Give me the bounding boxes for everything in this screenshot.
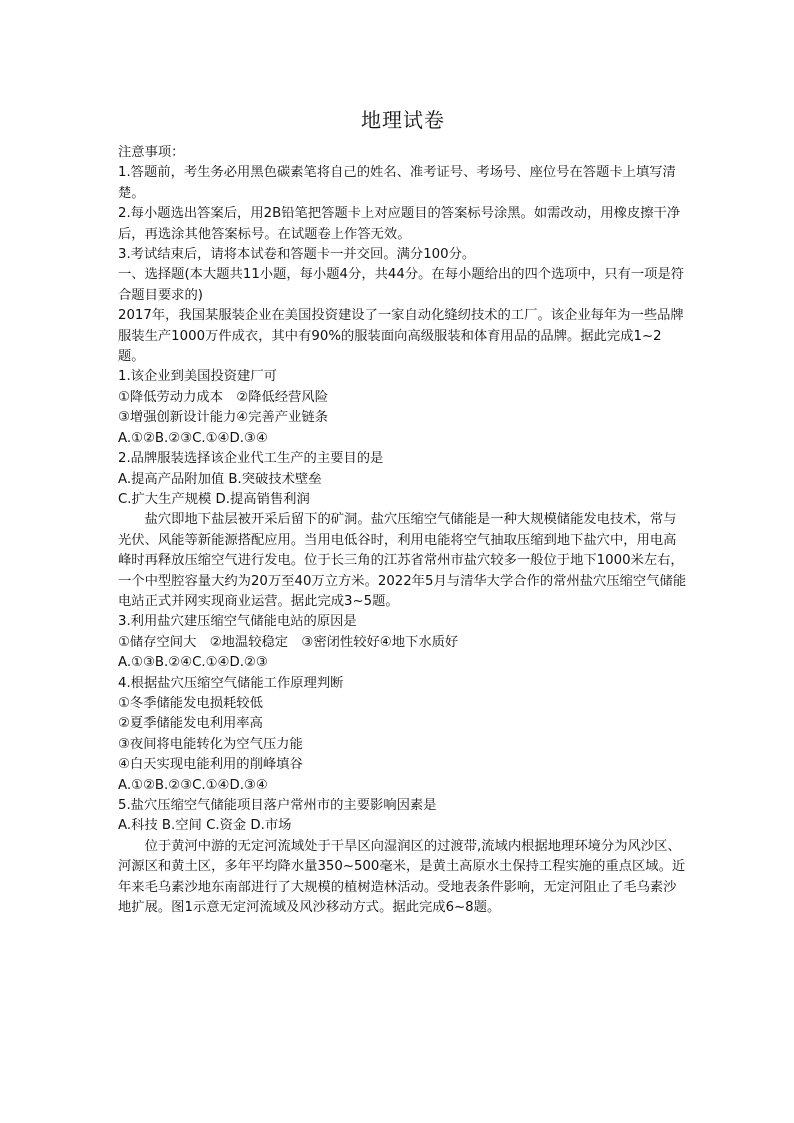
- question-3-choices: A.①③B.②④C.①④D.②③: [118, 655, 268, 671]
- question-2-stem: 2.品牌服装选择该企业代工生产的主要目的是: [118, 451, 384, 467]
- question-3-options: ①储存空间大 ②地温较稳定 ③密闭性较好④地下水质好: [118, 634, 459, 650]
- question-4-choices: A.①②B.②③C.①④D.③④: [118, 777, 268, 793]
- notice-item-2: 2.每小题选出答案后，用2B铅笔把答题卡上对应题目的答案标号涂黑。如需改动，用橡皮擦干净后，再选涂其他答案标号。在试题卷上作答无效。: [118, 206, 681, 242]
- page-title: 地理试卷: [361, 108, 445, 132]
- question-4-option-4: ④白天实现电能利用的削峰填谷: [118, 757, 303, 773]
- question-1-choices: A.①②B.②③C.①④D.③④: [118, 430, 268, 446]
- passage-2: 盐穴即地下盐层被开采后留下的矿洞。盐穴压缩空气储能是一种大规模储能发电技术，常与光伏、风能等新能源搭配应用。当用电低谷时，利用电能将空气抽取压缩到地下盐穴中，用电高峰时再释放压缩空气进行发电。位于长三角的江苏省常州市盐穴较多一般位于地下1000米左右，一个中型腔容量大约为20万至40万立方米。2022年5月与清华大学合作的常州盐穴压缩空气储能电站正式并网实现商业运营。据此完成3~5题。: [118, 512, 687, 609]
- question-2-choices-b: C.扩大生产规模 D.提高销售利润: [118, 491, 310, 507]
- question-2-choices-a: A.提高产品附加值 B.突破技术壁垒: [118, 471, 322, 487]
- question-1-options-b: ③增强创新设计能力④完善产业链条: [118, 410, 328, 426]
- passage-3: 位于黄河中游的无定河流域处于干旱区向湿润区的过渡带,流域内根据地理环境分为风沙区、河源区和黄土区，多年平均降水量350~500毫米，是黄土高原水土保持工程实施的重点区域。近年来毛乌素沙地东南部进行了大规模的植树造林活动。受地表条件影响，无定河阻止了毛乌素沙地扩展。图1示意无定河流域及风沙移动方式。据此完成6~8题。: [118, 838, 686, 916]
- question-5-choices: A.科技 B.空间 C.资金 D.市场: [118, 818, 292, 834]
- question-5-stem: 5.盐穴压缩空气储能项目落户常州市的主要影响因素是: [118, 798, 437, 813]
- question-4-option-2: ②夏季储能发电利用率高: [118, 716, 263, 732]
- question-4-option-3: ③夜间将电能转化为空气压力能: [118, 736, 303, 752]
- notice-heading: 注意事项：: [118, 145, 185, 160]
- section-heading: 一、选择题(本大题共11小题，每小题4分，共44分。在每小题给出的四个选项中，只有一项是符合题目要求的): [118, 267, 685, 303]
- notice-item-1: 1.答题前，考生务必用黑色碳素笔将自己的姓名、准考证号、考场号、座位号在答题卡上填写清楚。: [118, 165, 676, 201]
- question-4-option-1: ①冬季储能发电损耗较低: [118, 695, 263, 711]
- notice-item-3: 3.考试结束后，请将本试卷和答题卡一并交回。满分100分。: [118, 247, 476, 263]
- question-1-options-a: ①降低劳动力成本 ②降低经营风险: [118, 389, 328, 405]
- passage-1: 2017年，我国某服装企业在美国投资建设了一家自动化缝纫技术的工厂。该企业每年为一些品牌服装生产1000万件成衣，其中有90%的服装面向高级服装和体育用品的品牌。据此完成1~2题。: [118, 308, 684, 365]
- exam-page: [118, 104, 688, 918]
- question-1-stem: 1.该企业到美国投资建厂可: [118, 369, 277, 385]
- question-3-stem: 3.利用盐穴建压缩空气储能电站的原因是: [118, 614, 357, 630]
- question-4-stem: 4.根据盐穴压缩空气储能工作原理判断: [118, 675, 344, 691]
